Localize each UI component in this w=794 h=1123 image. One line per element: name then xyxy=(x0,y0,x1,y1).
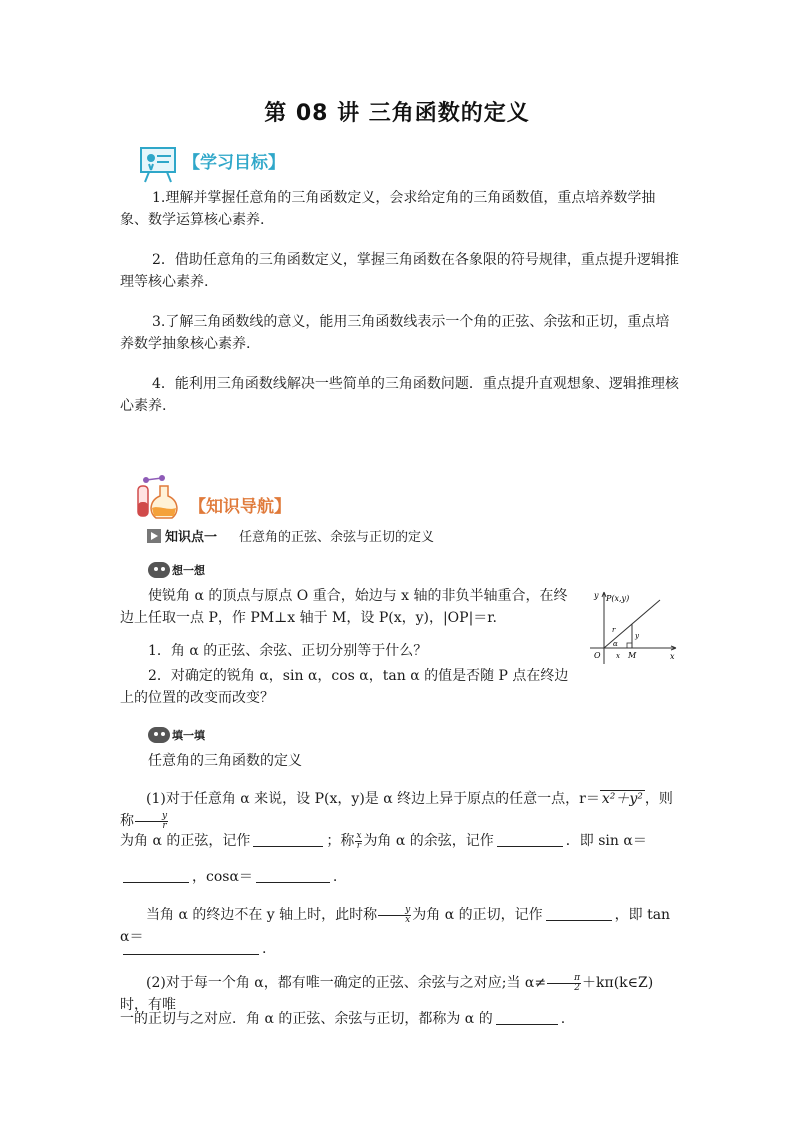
answer-blank[interactable] xyxy=(123,939,259,955)
nav-heading: 【知识导航】 xyxy=(189,497,291,517)
goals-heading: 【学习目标】 xyxy=(183,153,285,173)
think-heading: 想一想 xyxy=(172,564,205,577)
fraction-pi-over-2 xyxy=(547,974,581,993)
fill-para-5 xyxy=(120,938,680,960)
text-span: . xyxy=(262,941,267,957)
text-span: 为角 α 的余弦，记作 xyxy=(363,833,494,849)
chalkboard-icon xyxy=(137,144,181,184)
answer-blank[interactable] xyxy=(546,905,612,921)
answer-blank[interactable] xyxy=(253,831,323,847)
goal-item-1: 1.理解并掌握任意角的三角函数定义，会求给定角的三角函数值，重点培养数学抽象、数学运算核心素养. xyxy=(120,190,656,228)
denominator: x xyxy=(405,914,411,925)
foot-label: M xyxy=(628,651,637,660)
kp-title: 任意角的正弦、余弦与正切的定义 xyxy=(239,530,435,545)
think-question-1: 1．角 α 的正弦、余弦、正切分别等于什么？ xyxy=(148,643,428,659)
denominator: 2 xyxy=(574,982,580,993)
numerator: y xyxy=(135,812,168,822)
numerator: x xyxy=(356,830,362,841)
fill-heading: 填一填 xyxy=(172,729,205,742)
kp-label: 知识点一 xyxy=(165,530,218,545)
text-span: (1)对于任意角 α 来说，设 P(x，y)是 α 终边上异于原点的任意一点，r＝ xyxy=(146,791,600,807)
text-span: (2)对于每一个角 α，都有唯一确定的正弦、余弦与之对应;当 α≠ xyxy=(146,975,547,991)
fill-para-1 xyxy=(120,788,680,832)
think-intro: 使锐角 α 的顶点与原点 O 重合，始边与 x 轴的非负半轴重合，在终边上任取一点 P，作 PM⊥x 轴于 M，设 P(x，y)，|OP|＝r. xyxy=(120,588,568,626)
text-span: ，即 tan α＝ xyxy=(120,907,671,945)
answer-blank[interactable] xyxy=(496,1009,558,1025)
fill-heading-row xyxy=(148,727,205,743)
fraction-x-over-r xyxy=(355,832,362,851)
answer-blank[interactable] xyxy=(497,831,563,847)
sqrt-expression: x²＋y² xyxy=(601,791,643,807)
goal-item-2: 2．借助任意角的三角函数定义，掌握三角函数在各象限的符号规律，重点提升逻辑推理等核心素养. xyxy=(120,252,679,290)
fill-para-3 xyxy=(120,866,680,888)
y-axis-label: y xyxy=(594,591,599,600)
fill-subtitle: 任意角的三角函数的定义 xyxy=(148,753,302,769)
text-span: 为角 α 的正弦，记作 xyxy=(120,833,251,849)
answer-blank[interactable] xyxy=(256,867,330,883)
alpha-label: α xyxy=(613,640,618,648)
seg-y-label: y xyxy=(635,632,639,640)
point-label: P(x,y) xyxy=(606,594,630,603)
goal-item-4: 4．能利用三角函数线解决一些简单的三角函数问题．重点提升直观想象、逻辑推理核心素养. xyxy=(120,376,679,414)
numerator: y xyxy=(378,906,411,916)
face-icon xyxy=(148,562,170,578)
fill-para-7 xyxy=(120,1008,680,1030)
x-axis-label: x xyxy=(670,652,675,661)
text-span: 为角 α 的正切，记作 xyxy=(412,907,543,923)
answer-blank[interactable] xyxy=(123,867,189,883)
text-span: . xyxy=(560,1011,566,1027)
think-heading-row xyxy=(148,562,205,578)
goal-item-3: 3.了解三角函数线的意义，能用三角函数线表示一个角的正弦、余弦和正切，重点培养数学抽象核心素养. xyxy=(120,314,670,352)
text-span: ，cosα＝ xyxy=(192,869,253,885)
page-title: 第 08 讲 三角函数的定义 xyxy=(264,101,530,126)
flask-icon xyxy=(132,472,184,522)
text-span: ．即 sin α＝ xyxy=(565,833,647,849)
fill-para-2 xyxy=(120,830,680,852)
r-label: r xyxy=(612,626,616,634)
text-span: ＋kπ(k∈Z)时，有唯 xyxy=(120,975,654,1013)
numerator: π xyxy=(547,974,581,984)
text-span: ；称 xyxy=(326,833,355,849)
denominator: r xyxy=(356,840,362,851)
palette-icon xyxy=(148,727,170,743)
text-span: 当角 α 的终边不在 y 轴上时，此时称 xyxy=(146,907,378,923)
seg-x-label: x xyxy=(616,652,620,660)
knowledge-point-row xyxy=(147,526,434,545)
unit-angle-figure xyxy=(582,588,682,670)
play-icon xyxy=(147,529,161,543)
text-span: ，则称 xyxy=(120,791,673,829)
fraction-y-over-x xyxy=(378,906,411,925)
origin-label: O xyxy=(594,651,601,660)
think-question-2: 2．对确定的锐角 α，sin α，cos α，tan α 的值是否随 P 点在终边上的位置的改变而改变？ xyxy=(120,668,569,706)
denominator: r xyxy=(162,820,167,831)
fraction-y-over-r xyxy=(135,812,168,831)
text-span: . xyxy=(332,869,338,885)
text-span: 一的正切与之对应．角 α 的正弦、余弦与正切，都称为 α 的 xyxy=(120,1011,493,1027)
